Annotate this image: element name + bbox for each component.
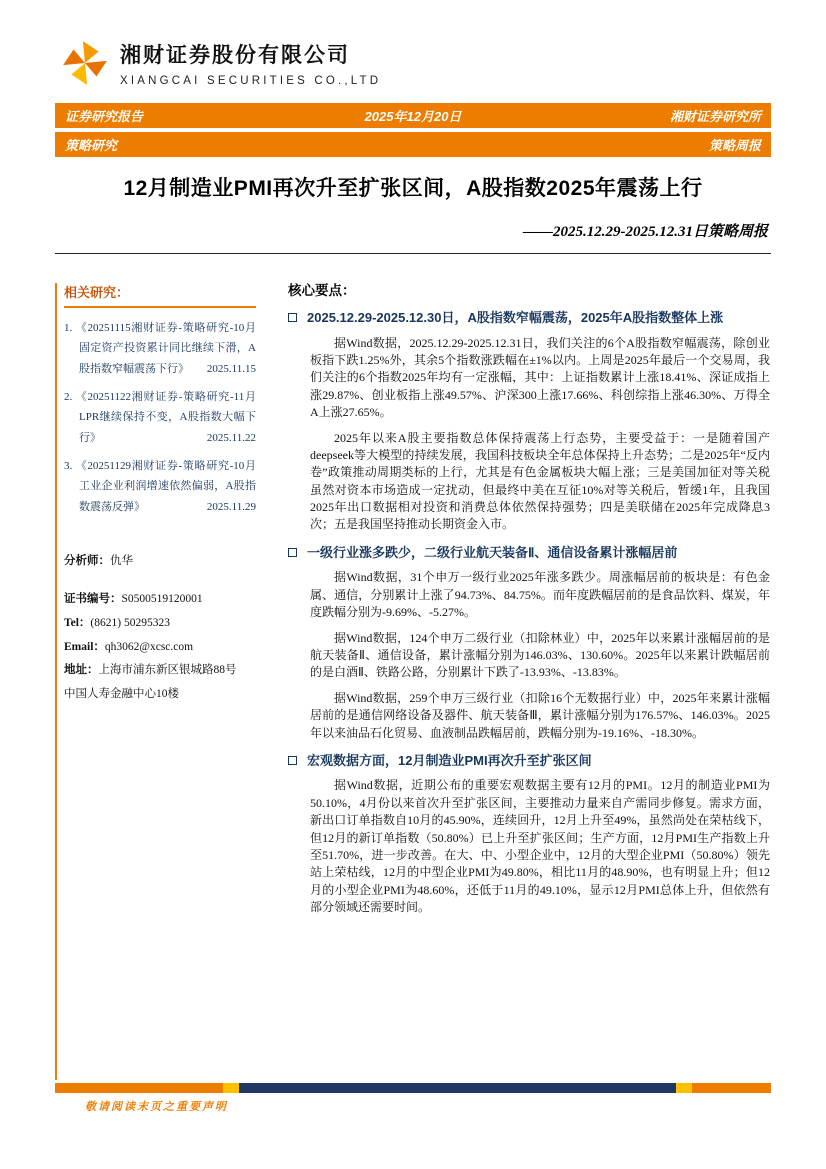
cert-label: 证书编号： — [64, 592, 122, 605]
section-heading — [288, 309, 770, 327]
tel-number: (8621) 50295323 — [90, 616, 170, 629]
cert-number: S0500519120001 — [121, 592, 203, 605]
related-research-item[interactable] — [64, 318, 256, 379]
related-research-underline — [64, 306, 256, 308]
title-divider — [55, 253, 771, 254]
section-heading — [288, 752, 770, 770]
company-name-en: XIANGCAI SECURITIES CO.,LTD — [120, 75, 382, 87]
header-bar-secondary — [55, 132, 771, 157]
analyst-label: 分析师： — [64, 555, 110, 568]
paragraph: 据Wind数据，2025.12.29-2025.12.31日，我们关注的6个A股指数窄幅震荡，除创业板指下跌1.25%外，其余5个指数涨跌幅在±1%以内。上周是2025年最后一个交易周，我们关注的6个指数2025年均有一定涨幅，其中：上证指数累计上涨18.41%、深证成指上涨29.87%、创业板指上涨49.57%、沪深300上涨17.66%、科创综指上涨46.30%、万得全A上涨27.65%。 — [310, 335, 770, 420]
address-line1: 上海市浦东新区银城路88号 — [98, 664, 237, 677]
research-institute-label: 湘财证券研究所 — [669, 109, 761, 124]
item-date: 2025.11.29 — [206, 500, 256, 513]
core-points-title: 核心要点： — [288, 283, 356, 298]
email-address: qh3062@xcsc.com — [104, 640, 194, 653]
analyst-row — [64, 551, 256, 573]
header-bar-primary — [55, 103, 771, 128]
square-bullet-icon — [288, 756, 297, 765]
item-number: 1. — [64, 322, 73, 334]
analyst-block — [64, 551, 256, 706]
email-row — [64, 637, 256, 659]
section-heading — [288, 544, 770, 562]
item-date: 2025.11.22 — [206, 431, 256, 444]
cert-row — [64, 589, 256, 611]
report-series-label: 策略周报 — [708, 138, 761, 153]
paragraph: 2025年以来A股主要指数总体保持震荡上行态势，主要受益于：一是随着国产deepseek等大模型的持续发展，我国科技板块全年总体保持上升态势；二是2025年“反内卷”政策推动周期类标的上行，尤其是有色金属板块大幅上涨；三是美国加征对等关税虽然对资本市场造成一定扰动，但最终中美在互征10%对等关税后，暂缓1年，且我国2025年出口数据相对投资和消费总体依然保持强势；四是美联储在2025年完成降息3次；五是我国坚持推动长期资金入市。 — [310, 430, 770, 532]
email-label: Email： — [64, 640, 105, 653]
footer-bar-segment-navy — [239, 1083, 676, 1093]
footer-disclaimer: 敬请阅读末页之重要声明 — [85, 1101, 228, 1113]
left-accent-rule — [55, 283, 57, 1080]
research-category-label: 策略研究 — [65, 138, 118, 153]
footer-bar-segment-orange — [692, 1083, 771, 1093]
address-line2: 中国人寿金融中心10楼 — [64, 688, 179, 701]
paragraph: 据Wind数据，259个申万三级行业（扣除16个无数据行业）中，2025年来累计涨幅居前的是通信网络设备及器件、航天装备Ⅲ，累计涨幅分别为176.57%、146.03%。2025年以来油品石化贸易、血液制品跌幅居前，跌幅分别为-19.16%、-18.30%。 — [310, 690, 770, 740]
section-heading-text: 宏观数据方面，12月制造业PMI再次升至扩张区间 — [307, 752, 592, 768]
related-research-title: 相关研究： — [64, 285, 130, 300]
page-title: 12月制造业PMI再次升至扩张区间，A股指数2025年震荡上行 — [123, 177, 703, 200]
sidebar — [64, 282, 256, 708]
page-subtitle: ——2025.12.29-2025.12.31日策略周报 — [523, 224, 768, 240]
paragraph: 据Wind数据，31个申万一级行业2025年涨多跌少。周涨幅居前的板块是：有色金属、通信，分别累计上涨了94.73%、84.75%。而年度跌幅居前的是食品饮料、煤炭，年度跌幅分别为-9.69%、-5.27%。 — [310, 570, 770, 620]
footer-bar-segment-yellow — [676, 1083, 692, 1093]
item-date: 2025.11.15 — [206, 362, 256, 375]
related-research-item[interactable] — [64, 387, 256, 448]
address-row-2 — [64, 684, 256, 706]
footer-bar-segment-orange — [55, 1083, 223, 1093]
square-bullet-icon — [288, 313, 297, 322]
brand-header — [60, 38, 381, 88]
tel-row — [64, 613, 256, 635]
xiangcai-logo-icon — [60, 38, 110, 88]
report-type-label: 证券研究报告 — [65, 109, 144, 124]
item-text: 《20251129湘财证券-策略研究-10月工业企业利润增速依然偏弱，A股指数震荡反弹》 — [75, 460, 257, 513]
analyst-name: 仇华 — [110, 555, 133, 568]
related-research-item[interactable] — [64, 456, 256, 517]
footer-color-bar — [55, 1083, 771, 1093]
report-date: 2025年12月20日 — [364, 109, 462, 124]
paragraph: 据Wind数据，近期公布的重要宏观数据主要有12月的PMI。12月的制造业PMI为50.10%，4月份以来首次升至扩张区间，主要推动力量来自产需同步修复。需求方面，新出口订单指数自10月的45.90%，连续回升，12月上升至49%，虽然尚处在荣枯线下，但12月的新订单指数（50.80%）已上升至扩张区间；生产方面，12月PMI生产指数上升至51.70%，进一步改善。在大、中、小型企业中，12月的大型企业PMI（50.80%）领先站上荣枯线，12月的中型企业PMI为49.80%，相比11月的48.90%，也有明显上升；但12月的小型企业PMI为48.60%，还低于11月的49.10%，显示12月PMI总体上升，但依然有部分领域还需要时间。 — [310, 778, 770, 915]
address-label: 地址： — [64, 664, 99, 677]
item-text: 《20251115湘财证券-策略研究-10月固定资产投资累计同比继续下滑，A股指数窄幅震荡下行》 — [75, 322, 256, 375]
item-number: 2. — [64, 391, 73, 404]
section-heading-text: 2025.12.29-2025.12.30日，A股指数窄幅震荡，2025年A股指数整体上涨 — [307, 310, 724, 325]
company-name-cn: 湘财证券股份有限公司 — [120, 44, 350, 67]
square-bullet-icon — [288, 548, 297, 557]
tel-label: Tel： — [64, 616, 91, 629]
main-content — [288, 279, 770, 1081]
footer-bar-segment-yellow — [223, 1083, 239, 1093]
address-row — [64, 660, 256, 682]
paragraph: 据Wind数据，124个申万二级行业（扣除林业）中，2025年以来累计涨幅居前的是航天装备Ⅱ、通信设备，累计涨幅分别为146.03%、130.60%。2025年以来累计跌幅居前的是白酒Ⅱ、铁路公路，分别累计下跌了-13.93%、-13.83%。 — [310, 630, 770, 680]
item-number: 3. — [64, 460, 73, 473]
item-text: 《20251122湘财证券-策略研究-11月LPR继续保持不变，A股指数大幅下行》 — [75, 391, 256, 444]
section-heading-text: 一级行业涨多跌少，二级行业航天装备Ⅱ、通信设备累计涨幅居前 — [307, 544, 678, 560]
